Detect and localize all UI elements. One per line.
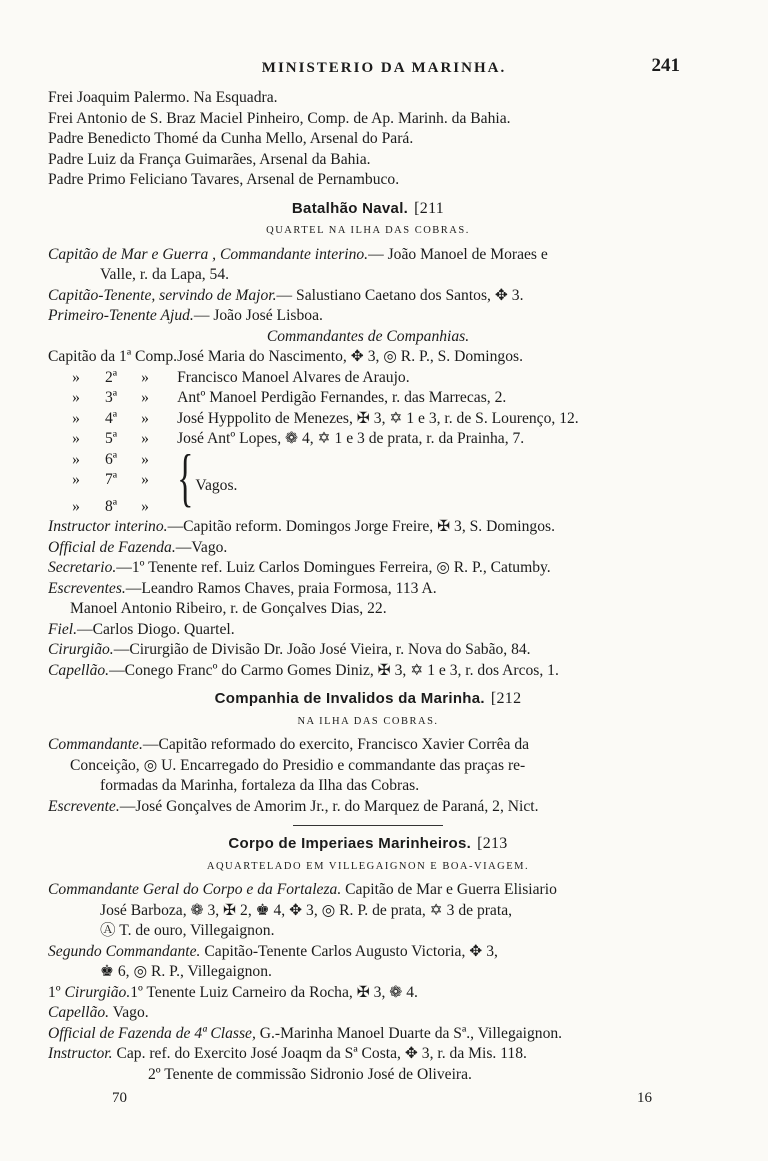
section-subtitle: AQUARTELADO EM VILLEGAIGNON E BOA-VIAGEM. — [206, 860, 530, 872]
entry-line: Secretario.—1º Tenente ref. Luiz Carlos Domingues Ferreira, ◎ R. P., Catumby. — [48, 559, 551, 576]
entry-line: Capellão.—Conego Francº do Carmo Gomes Diniz, ✠ 3, ✡ 1 e 3, r. dos Arcos, 1. — [48, 661, 559, 679]
running-head: MINISTERIO DA MARINHA. — [261, 60, 507, 76]
entry-line: Commandante.—Capitão reformado do exercito, Francisco Xavier Corrêa da — [48, 736, 530, 753]
entry-line: Primeiro-Tenente Ajud.— João José Lisboa. — [48, 307, 323, 324]
entry-line: Capitão de Mar e Guerra , Commandante interino.— João Manoel de Moraes e — [48, 245, 548, 263]
entry-line: Segundo Commandante. Capitão-Tenente Carlos Augusto Victoria, ✥ 3, — [48, 942, 498, 960]
entry-line: Escrevente.—José Gonçalves de Amorim Jr., r. do Marquez de Paraná, 2, Nict. — [48, 797, 539, 815]
table-row: » 5ª » José Antº Lopes, ❁ 4, ✡ 1 e 3 de prata, r. da Prainha, 7. — [72, 430, 525, 447]
entry-cont: Ⓐ T. de ouro, Villegaignon. — [100, 922, 275, 939]
entry-line: Instructor interino.—Capitão reform. Domingos Jorge Freire, ✠ 3, S. Domingos. — [48, 518, 555, 535]
footer-right-number: 16 — [637, 1090, 652, 1106]
entry-cont: Valle, r. da Lapa, 54. — [100, 266, 230, 283]
entry-line: Escreventes.—Leandro Ramos Chaves, praia Formosa, 113 A. — [48, 579, 437, 597]
section-ref: [211 — [414, 199, 445, 217]
companies-table — [48, 347, 688, 517]
table-row: » 2ª » Francisco Manoel Alvares de Araujo. — [72, 368, 410, 386]
section-title-batalhao: Batalhão Naval. [211 — [291, 199, 445, 217]
section-ref: [213 — [477, 835, 508, 852]
table-row: » 3ª » Antº Manoel Perdigão Fernandes, r. das Marrecas, 2. — [72, 389, 507, 406]
entry-line: Capellão. Vago. — [48, 1004, 149, 1021]
table-row: » 8ª » — [72, 497, 149, 515]
entry-line: Cirurgião.—Cirurgião de Divisão Dr. João José Vieira, r. Nova do Sabão, 84. — [48, 641, 531, 658]
footer-left-number: 70 — [112, 1090, 127, 1106]
divider — [293, 825, 443, 826]
section-subtitle: NA ILHA DAS COBRAS. — [297, 715, 439, 727]
entry-cont: Conceição, ◎ U. Encarregado do Presidio e commandante das praças re- — [70, 756, 526, 774]
section-subtitle: QUARTEL NA ILHA DAS COBRAS. — [266, 225, 470, 236]
entry-cont: 2º Tenente de commissão Sidronio José de Oliveira. — [148, 1065, 472, 1083]
entry-cont: ♚ 6, ◎ R. P., Villegaignon. — [100, 963, 272, 980]
table-row: » 4ª » José Hyppolito de Menezes, ✠ 3, ✡ 1 e 3, r. de S. Lourenço, 12. — [72, 409, 579, 427]
entry-cont: Manoel Antonio Ribeiro, r. de Gonçalves Dias, 22. — [70, 600, 387, 617]
entry-line: Fiel.—Carlos Diogo. Quartel. — [48, 620, 235, 638]
page-number: 241 — [651, 55, 680, 76]
intro-line: Padre Luiz da França Guimarães, Arsenal da Bahia. — [48, 150, 371, 168]
table-row: » 6ª » — [72, 450, 149, 468]
entry-line: 1º Cirurgião.1º Tenente Luiz Carneiro da Rocha, ✠ 3, ❁ 4. — [48, 983, 418, 1001]
section-ref: [212 — [490, 690, 522, 707]
entry-cont: José Barboza, ❁ 3, ✠ 2, ♚ 4, ✥ 3, ◎ R. P. de prata, ✡ 3 de prata, — [100, 901, 513, 919]
intro-line: Padre Benedicto Thomé da Cunha Mello, Arsenal do Pará. — [48, 130, 414, 147]
table-row: » 7ª » { Vagos. — [72, 443, 238, 515]
section-title-imperiaes: Corpo de Imperiaes Marinheiros. [213 — [228, 835, 508, 852]
intro-line: Frei Antonio de S. Braz Maciel Pinheiro, Comp. de Ap. Marinh. da Bahia. — [48, 109, 511, 127]
page-content — [48, 88, 688, 1085]
intro-line: Padre Primo Feliciano Tavares, Arsenal de Pernambuco. — [48, 171, 400, 188]
intro-line: Frei Joaquim Palermo. Na Esquadra. — [48, 89, 278, 106]
entry-line: Capitão-Tenente, servindo de Major.— Salustiano Caetano dos Santos, ✥ 3. — [48, 286, 524, 304]
entry-line: Instructor. Cap. ref. do Exercito José Joaqm da Sª Costa, ✥ 3, r. da Mis. 118. — [48, 1045, 527, 1062]
entry-line: Commandante Geral do Corpo e da Fortaleza. Capitão de Mar e Guerra Elisiario — [48, 881, 557, 898]
companhias-heading: Commandantes de Companhias. — [266, 327, 470, 345]
entry-cont: formadas da Marinha, fortaleza da Ilha das Cobras. — [100, 777, 420, 794]
entry-line: Official de Fazenda de 4ª Classe, G.-Marinha Manoel Duarte da Sª., Villegaignon. — [48, 1024, 563, 1042]
section-title-invalidos: Companhia de Invalidos da Marinha. [212 — [214, 690, 522, 707]
entry-line: Official de Fazenda.—Vago. — [48, 538, 228, 556]
brace: { — [177, 443, 194, 515]
table-row: Capitão da 1ª Comp. José Maria do Nascimento, ✥ 3, ◎ R. P., S. Domingos. — [48, 348, 523, 365]
